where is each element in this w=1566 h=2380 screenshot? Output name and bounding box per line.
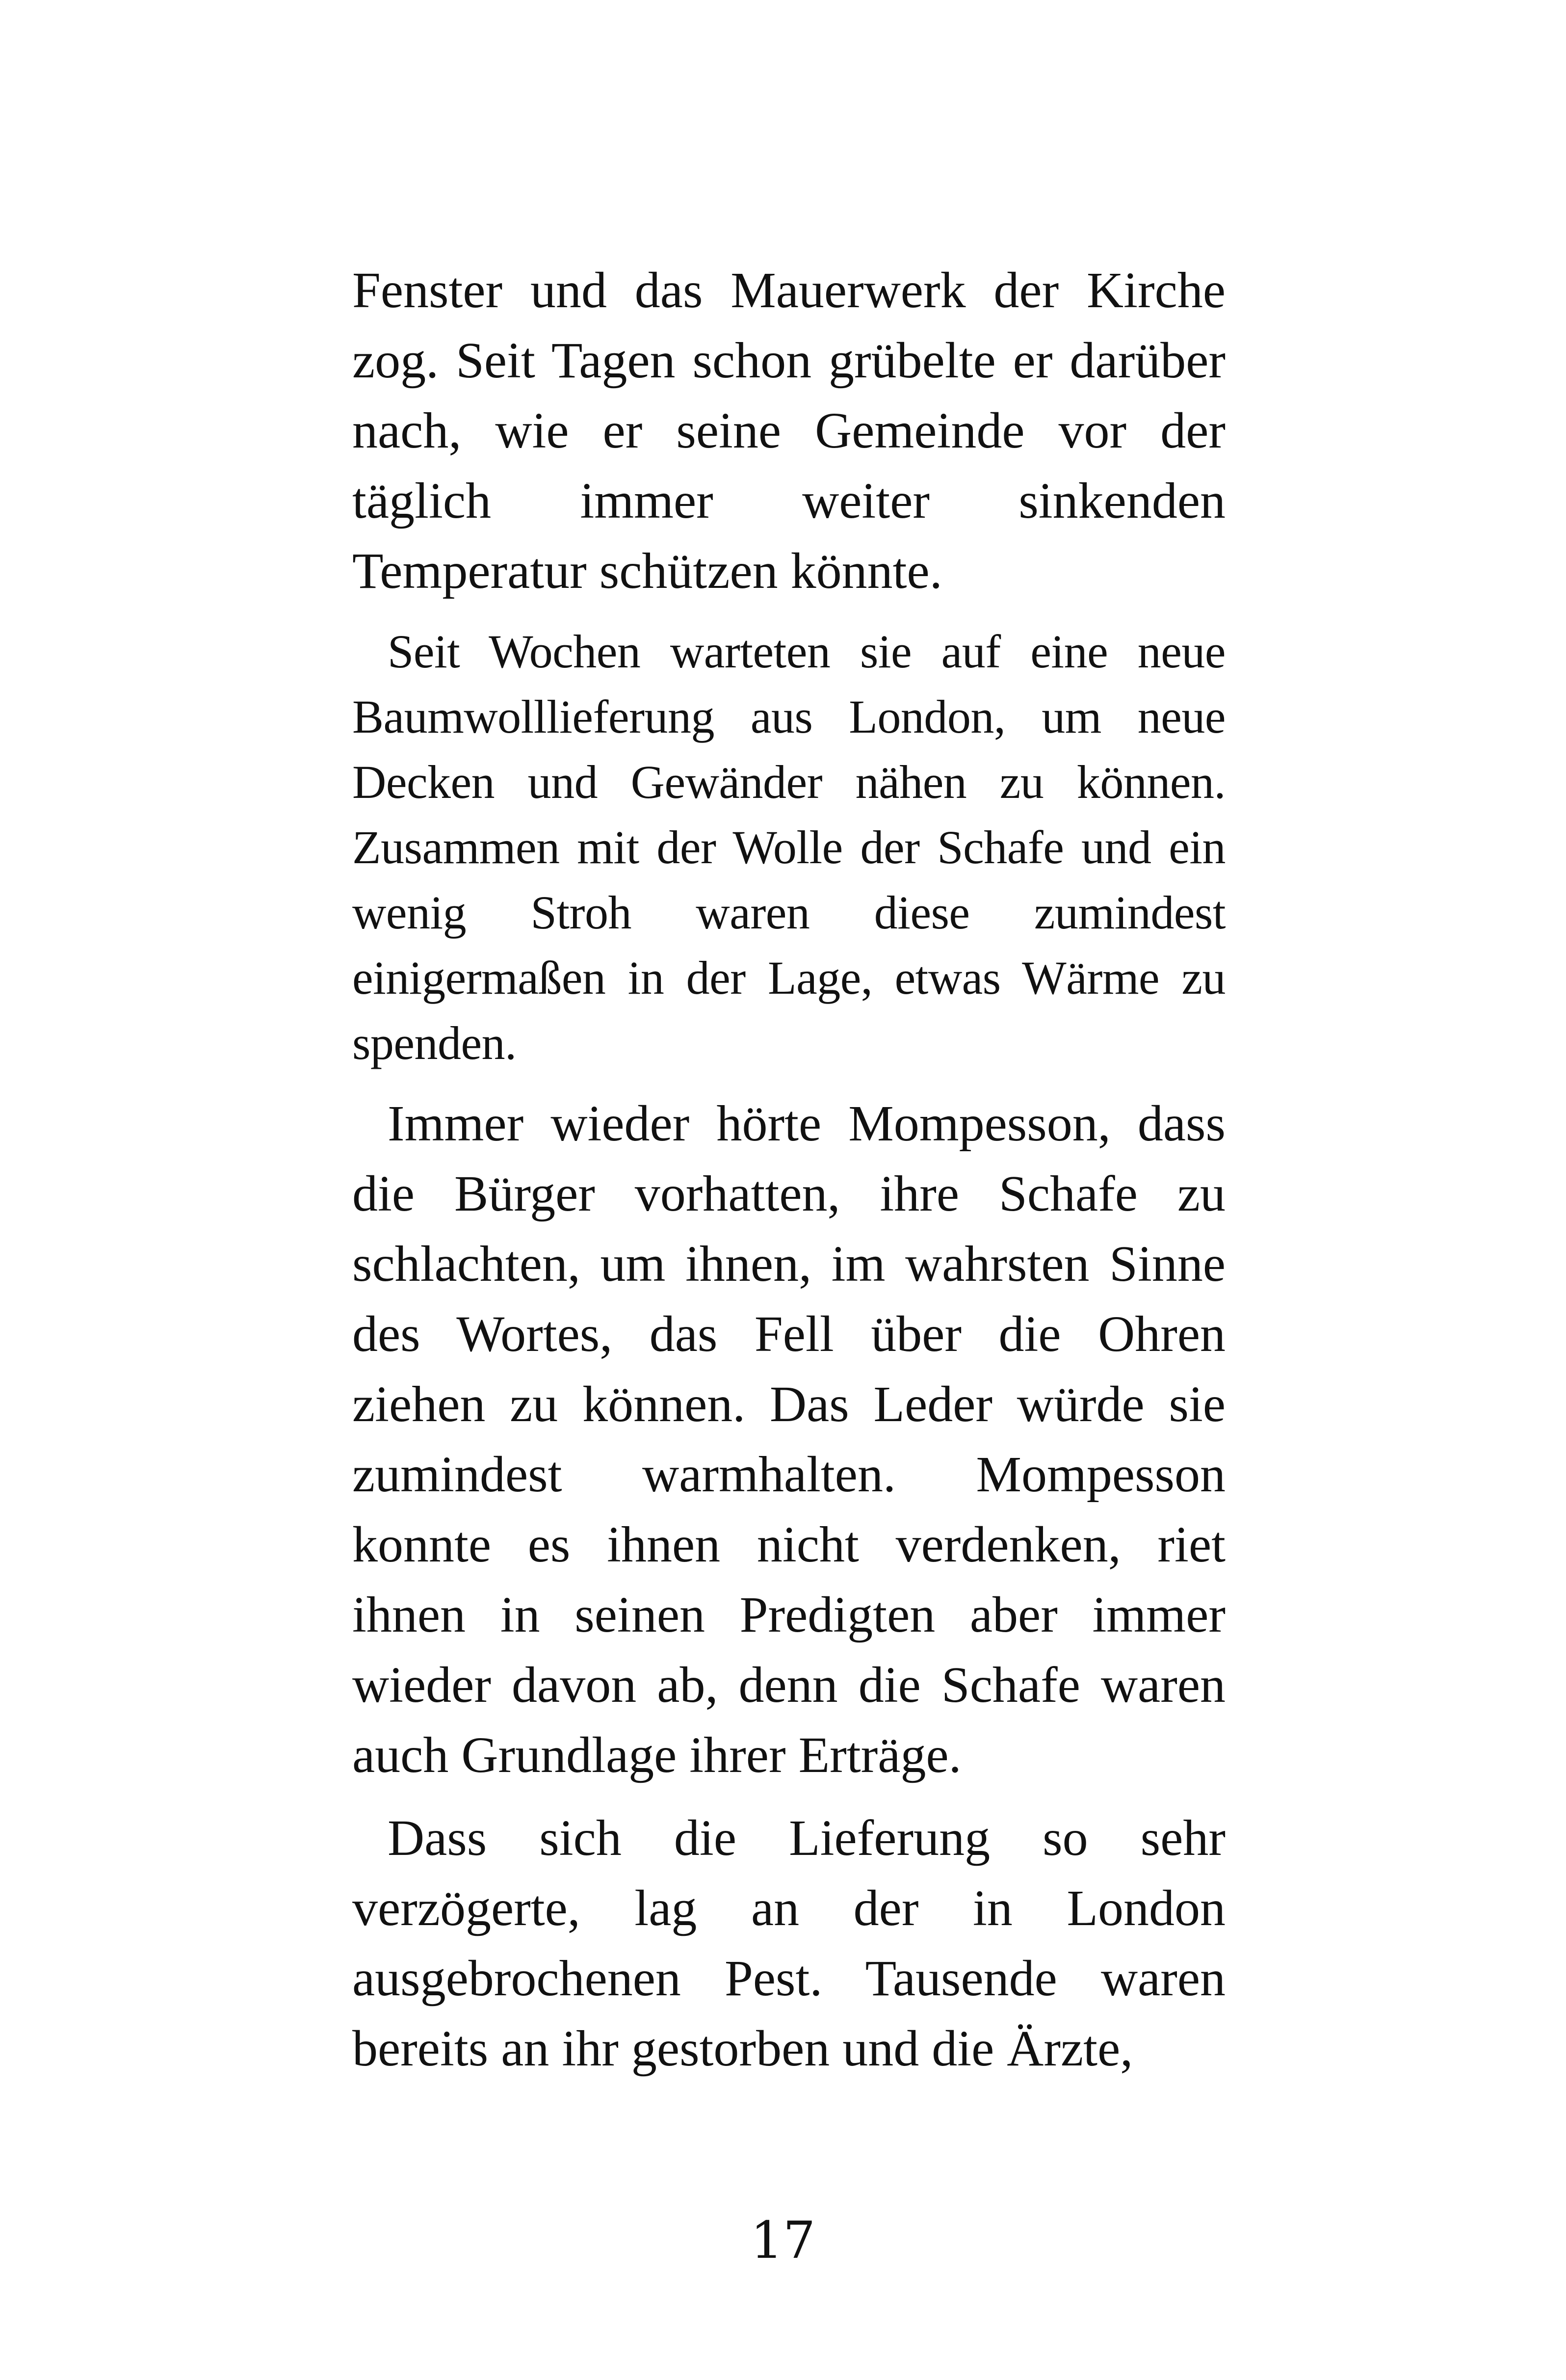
paragraph-3: Immer wieder hörte Mompesson, dass die Bürger vorhatten, ihre Schafe zu schlachten, um ihnen, im wahrsten Sinne des Wortes, das Fell über die Ohren ziehen zu können. Das Leder würde sie zumindest warmhalten. Mompesson konnte es ihnen nicht verdenken, riet ihnen in seinen Predigten aber immer wieder davon ab, denn die Schafe waren auch Grundlage ihrer Erträge. xyxy=(352,1095,1226,1783)
paragraph-2: Seit Wochen warteten sie auf eine neue Baumwolllieferung aus London, um neue Decken und Gewänder nähen zu können. Zusammen mit der Wolle der Schafe und ein wenig Stroh waren diese zumindest einigermaßen in der Lage, etwas Wärme zu spenden. xyxy=(352,625,1226,1069)
paragraph-1: Fenster und das Mauerwerk der Kirche zog. Seit Tagen schon grübelte er darüber nach, wie er seine Gemeinde vor der täglich immer weiter sinkenden Temperatur schützen könnte. xyxy=(352,262,1226,599)
body-text xyxy=(352,255,1226,2084)
paragraph-4: Dass sich die Lieferung so sehr verzögerte, lag an der in London ausgebrochenen Pest. Tausende waren bereits an ihr gestorben und die Ärzte, xyxy=(352,1810,1226,2077)
page-number: 17 xyxy=(750,2210,816,2270)
